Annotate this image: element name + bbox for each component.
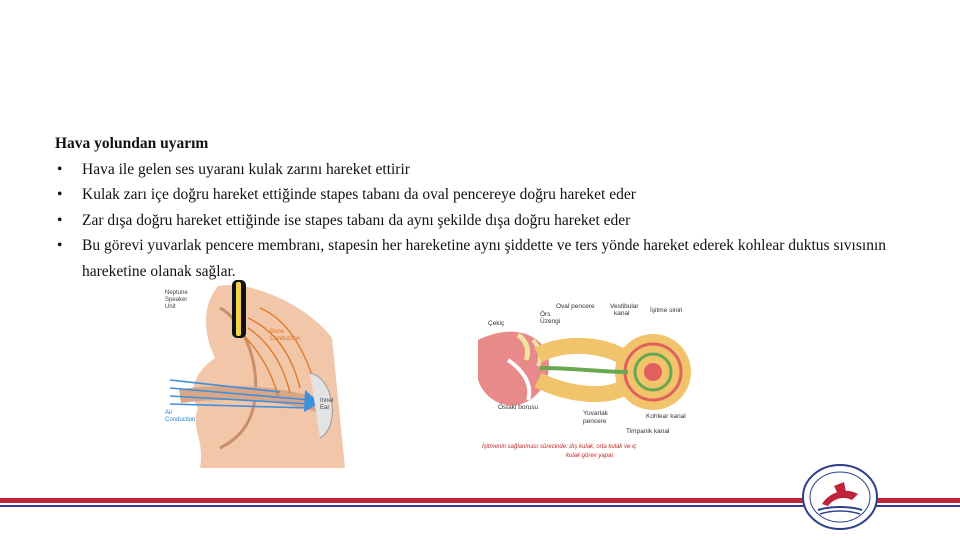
bullet-text: Kulak zarı içe doğru hareket ettiğinde stapes tabanı da oval pencereye doğru hareket eder bbox=[82, 186, 636, 203]
figure-caption: kulak görev yapar. bbox=[566, 453, 615, 459]
label-bone: Conduction bbox=[270, 336, 301, 342]
label-eustachian: Östaki borusu bbox=[498, 404, 539, 411]
label-stapes: Üzengi bbox=[540, 318, 561, 325]
cochlear-duct bbox=[540, 368, 628, 372]
ear-anatomy-diagram bbox=[478, 300, 698, 465]
bullet-symbol: • bbox=[57, 186, 63, 203]
label-air: Conduction bbox=[165, 417, 196, 423]
slide-content bbox=[55, 131, 915, 284]
label-inner-ear: Ear bbox=[320, 405, 330, 411]
label-air: Air bbox=[165, 410, 173, 416]
bullet-item bbox=[55, 208, 915, 234]
label-vestibular: Vestibular bbox=[610, 303, 639, 310]
label-bone: Bone bbox=[270, 329, 285, 335]
vestibular-canal bbox=[538, 346, 628, 360]
bullet-text: Zar dışa doğru hareket ettiğinde ise stapes tabanı da aynı şekilde dışa doğru hareket eder bbox=[82, 211, 631, 229]
bullet-symbol: • bbox=[57, 237, 63, 254]
speaker-band bbox=[236, 282, 241, 336]
figure-caption: İşitmenin sağlanması sürecinde: dış kulak, orta kulak ve iç bbox=[482, 444, 637, 450]
bullet-list bbox=[55, 157, 915, 285]
bullet-item bbox=[55, 182, 915, 208]
middle-ear bbox=[478, 332, 549, 406]
tympanic-canal bbox=[538, 380, 628, 394]
bullet-symbol: • bbox=[57, 211, 63, 229]
label-anvil: Örs bbox=[540, 311, 551, 318]
label-tympanic-canal: Timpanik kanal bbox=[626, 428, 670, 435]
label-speaker: Unit bbox=[165, 304, 176, 310]
bullet-item bbox=[55, 233, 915, 284]
label-speaker: Speaker bbox=[165, 297, 188, 303]
bullet-text: Bu görevi yuvarlak pencere membranı, stapesin her hareketine aynı şiddette ve ters yönde hareket ederek kohlear duktus sıvısının hareketine olanak sağlar. bbox=[82, 237, 887, 280]
label-speaker: Neptune bbox=[165, 290, 188, 296]
bullet-text: Hava ile gelen ses uyaranı kulak zarını hareket ettirir bbox=[82, 160, 410, 178]
university-logo-icon bbox=[800, 462, 880, 532]
label-inner-ear: Inner bbox=[320, 398, 334, 404]
bullet-item bbox=[55, 157, 915, 183]
slide-heading: Hava yolundan uyarım bbox=[55, 135, 209, 152]
label-vestibular: kanal bbox=[614, 310, 630, 317]
conduction-illustration bbox=[160, 278, 345, 468]
label-auditory-nerve: İşitme siniri bbox=[650, 307, 683, 314]
label-round-window: Yuvarlak bbox=[583, 410, 608, 417]
label-round-window: pencere bbox=[583, 418, 607, 425]
label-hammer: Çekiç bbox=[488, 320, 505, 327]
cochlea-center bbox=[644, 363, 662, 381]
label-cochlear-canal: Kohlear kanal bbox=[646, 413, 686, 420]
label-oval-window: Oval pencere bbox=[556, 303, 595, 310]
bullet-symbol: • bbox=[57, 160, 63, 178]
